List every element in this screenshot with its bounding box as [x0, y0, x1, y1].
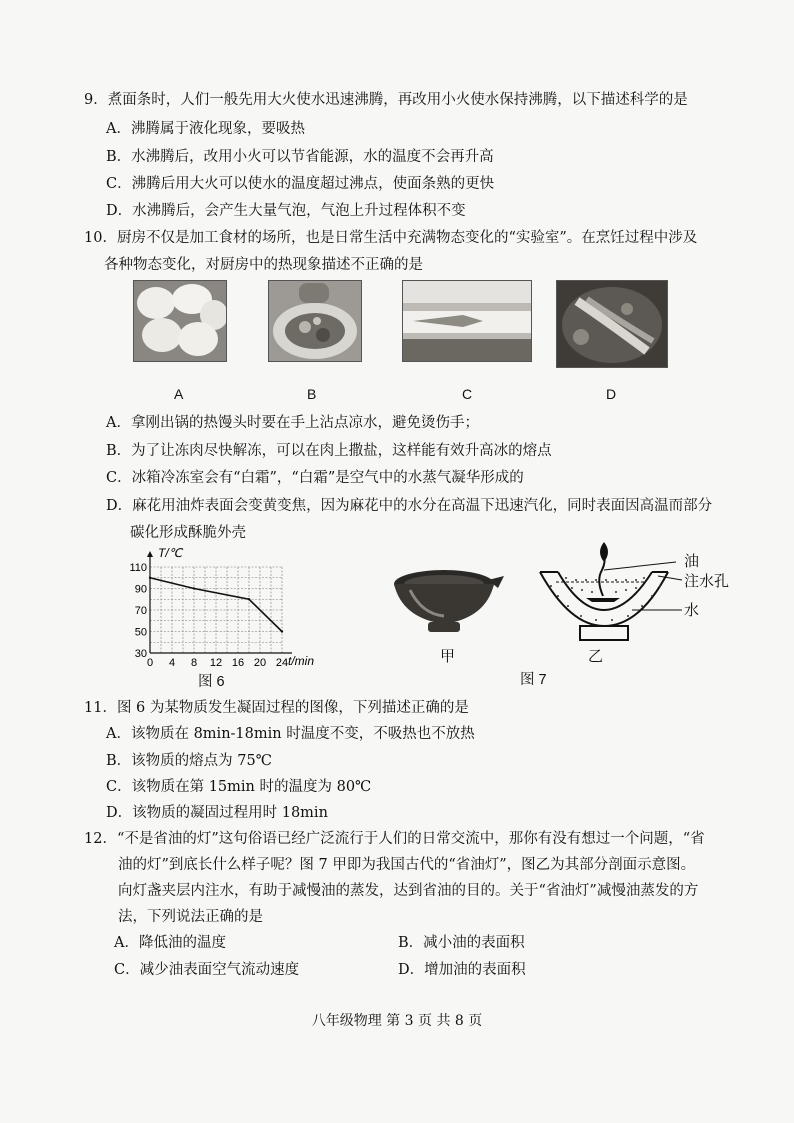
x-tick-label: 20 — [253, 657, 267, 669]
q9-stem: 9．煮面条时，人们一般先用大火使水迅速沸腾，再改用小火使水保持沸腾，以下描述科学的是 — [84, 92, 688, 108]
fig7-label-hole: 注水孔 — [684, 573, 730, 590]
y-tick-label: 30 — [134, 648, 147, 660]
fig7-label-jia: 甲 — [440, 648, 456, 665]
y-tick-label: 90 — [134, 583, 147, 596]
q10-option-b: B．为了让冻肉尽快解冻，可以在肉上撒盐，这样能有效升高冰的熔点 — [106, 443, 552, 459]
x-tick-label: 8 — [190, 657, 198, 669]
q12-stem-line3: 向灯盏夹层内注水，有助于减慢油的蒸发，达到省油的目的。关于“省油灯”减慢油蒸发的方 — [118, 883, 699, 899]
q9-option-c: C．沸腾后用大火可以使水的温度超过沸点，使面条熟的更快 — [106, 176, 495, 192]
photo-b-frozen-meat — [268, 280, 362, 362]
q12-option-d: D．增加油的表面积 — [398, 962, 526, 978]
y-tick-label: 110 — [129, 562, 147, 574]
x-tick-label: 4 — [168, 657, 176, 669]
x-tick-label: 12 — [209, 657, 223, 669]
x-tick-label: 0 — [146, 657, 154, 669]
photo-label-d: D — [606, 386, 617, 402]
q12-option-b: B．减小油的表面积 — [398, 935, 525, 951]
q9-option-b: B．水沸腾后，改用小火可以节省能源，水的温度不会再升高 — [106, 149, 494, 165]
series-point — [193, 587, 195, 589]
x-tick-label: 24 — [275, 657, 289, 669]
q11-option-b: B．该物质的熔点为 75℃ — [106, 753, 272, 769]
q11-option-a: A．该物质在 8min-18min 时温度不变，不吸热也不放热 — [106, 726, 475, 742]
photo-label-c: C — [462, 386, 473, 402]
figure-7-caption: 图 7 — [520, 672, 547, 688]
chart-y-axis-label: T/℃ — [158, 546, 183, 560]
q10-option-c: C．冰箱冷冻室会有“白霜”，“白霜”是空气中的水蒸气凝华形成的 — [106, 470, 524, 486]
photo-label-a: A — [174, 386, 184, 402]
y-tick-label: 70 — [134, 605, 147, 617]
fig7-label-yi: 乙 — [588, 648, 604, 665]
figure-7-jia-lamp-photo — [392, 566, 506, 638]
q9-option-a: A．沸腾属于液化现象，要吸热 — [106, 121, 305, 137]
photo-d-fried-dough — [556, 280, 668, 368]
figure-6-caption: 图 6 — [198, 674, 225, 690]
fig7-label-oil: 油 — [684, 553, 700, 570]
y-tick-label: 50 — [134, 626, 147, 639]
y-axis-arrow — [147, 551, 153, 557]
x-tick-label: 16 — [231, 657, 245, 669]
chart-axes — [147, 551, 292, 653]
photo-c-freezer-frost — [402, 280, 532, 362]
q12-stem-line2: 油的灯”到底长什么样子呢？图 7 甲即为我国古代的“省油灯”，图乙为其部分剖面示意图。 — [118, 857, 696, 873]
q11-stem: 11．图 6 为某物质发生凝固过程的图像，下列描述正确的是 — [84, 700, 469, 716]
page-footer: 八年级物理 第 3 页 共 8 页 — [311, 1013, 483, 1029]
q11-option-c: C．该物质在第 15min 时的温度为 80℃ — [106, 779, 372, 795]
q9-option-d: D．水沸腾后，会产生大量气泡，气泡上升过程体积不变 — [106, 203, 466, 219]
series-point — [248, 598, 250, 600]
q11-option-d: D．该物质的凝固过程用时 18min — [106, 805, 328, 821]
q10-option-a: A．拿刚出锅的热馒头时要在手上沾点凉水，避免烫伤手； — [106, 415, 479, 431]
fig7-label-water: 水 — [684, 602, 700, 619]
q10-option-d: D．麻花用油炸表面会变黄变焦，因为麻花中的水分在高温下迅速汽化，同时表面因高温而部分 — [106, 498, 713, 514]
figure-6-chart — [120, 545, 330, 675]
chart-grid — [150, 567, 282, 653]
photo-label-b: B — [307, 386, 317, 402]
q12-option-a: A．降低油的温度 — [114, 935, 226, 951]
q12-option-c: C．减少油表面空气流动速度 — [114, 962, 300, 978]
q12-stem-line4: 法，下列说法正确的是 — [118, 909, 263, 925]
q10-stem-line2: 各种物态变化，对厨房中的热现象描述不正确的是 — [104, 257, 423, 273]
photo-a-steamed-buns — [133, 280, 227, 362]
chart-x-axis-label: t/min — [288, 654, 315, 668]
q10-option-d-continued: 碳化形成酥脆外壳 — [130, 525, 246, 541]
q10-stem-line1: 10．厨房不仅是加工食材的场所，也是日常生活中充满物态变化的“实验室”。在烹饪过程中涉及 — [84, 230, 698, 246]
series-point — [281, 630, 283, 632]
series-point — [149, 577, 151, 579]
q12-stem-line1: 12．“不是省油的灯”这句俗语已经广泛流行于人们的日常交流中，那你有没有想过一个问题，“省 — [84, 831, 705, 847]
figure-7-yi-cross-section — [536, 540, 736, 644]
